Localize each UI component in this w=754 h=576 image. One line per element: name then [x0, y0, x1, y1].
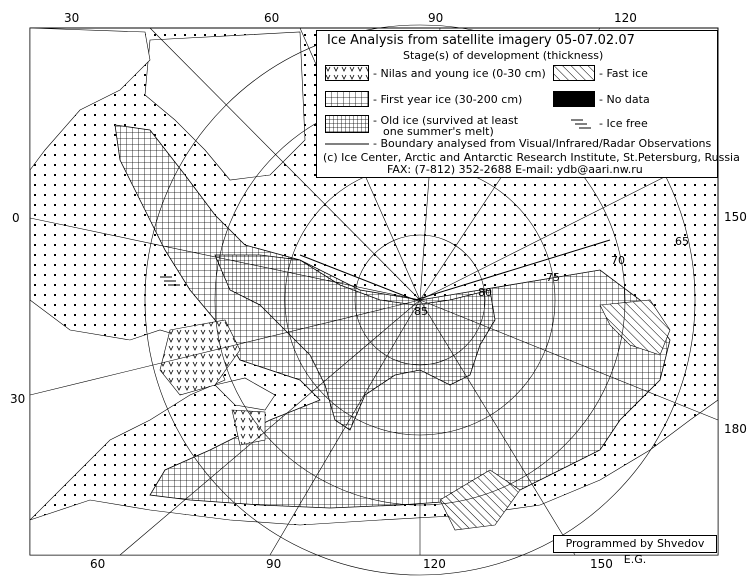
- ice-free-symbol: [569, 117, 595, 131]
- legend-label-nilas: - Nilas and young ice (0-30 cm): [373, 67, 546, 80]
- edge-label-bottom-120: 120: [423, 557, 446, 571]
- swatch-old-ice: [325, 115, 369, 133]
- lat-label-70: 70: [611, 254, 625, 267]
- swatch-nilas-young-ice: [325, 65, 369, 81]
- edge-label-top-120: 120: [614, 11, 637, 25]
- edge-label-bottom-150: 150: [590, 557, 613, 571]
- edge-label-bottom-90: 90: [266, 557, 282, 571]
- legend-label-old-ice-line2: one summer's melt): [383, 125, 494, 138]
- legend-copyright: (c) Ice Center, Arctic and Antarctic Research Institute, St.Petersburg, Russia: [323, 151, 740, 164]
- lat-label-75: 75: [546, 271, 560, 284]
- lat-label-65: 65: [675, 235, 689, 248]
- legend-label-fast-ice: - Fast ice: [599, 67, 648, 80]
- edge-label-right-150: 150: [724, 210, 747, 224]
- edge-label-left-30: 30: [10, 392, 26, 406]
- edge-label-top-60: 60: [264, 11, 280, 25]
- edge-label-top-90: 90: [428, 11, 444, 25]
- edge-label-top-30: 30: [64, 11, 80, 25]
- edge-label-bottom-60: 60: [90, 557, 106, 571]
- lat-label-85: 85: [414, 305, 428, 318]
- legend-panel: [316, 30, 740, 178]
- legend-subtitle: Stage(s) of development (thickness): [403, 49, 604, 62]
- legend-label-boundary: - Boundary analysed from Visual/Infrared/Radar Observations: [373, 137, 712, 150]
- lat-label-80: 80: [478, 286, 492, 299]
- legend-label-no-data: - No data: [599, 93, 650, 106]
- legend-label-ice-free: - Ice free: [599, 117, 648, 130]
- swatch-fast-ice: [553, 65, 595, 81]
- legend-contact: FAX: (7-812) 352-2688 E-mail: ydb@aari.nw.ru: [387, 163, 643, 176]
- legend-label-first-year-ice: - First year ice (30-200 cm): [373, 93, 523, 106]
- legend-title: Ice Analysis from satellite imagery 05-07.02.07: [327, 33, 635, 48]
- credit-box: Programmed by Shvedov E.G.: [553, 535, 717, 553]
- edge-label-left-0: 0: [12, 211, 20, 225]
- legend-label-old-ice-line1: - Old ice (survived at least: [373, 114, 519, 127]
- edge-label-right-180: 180: [724, 422, 747, 436]
- boundary-line-symbol: [325, 142, 369, 146]
- swatch-no-data: [553, 91, 595, 107]
- swatch-first-year-ice: [325, 91, 369, 107]
